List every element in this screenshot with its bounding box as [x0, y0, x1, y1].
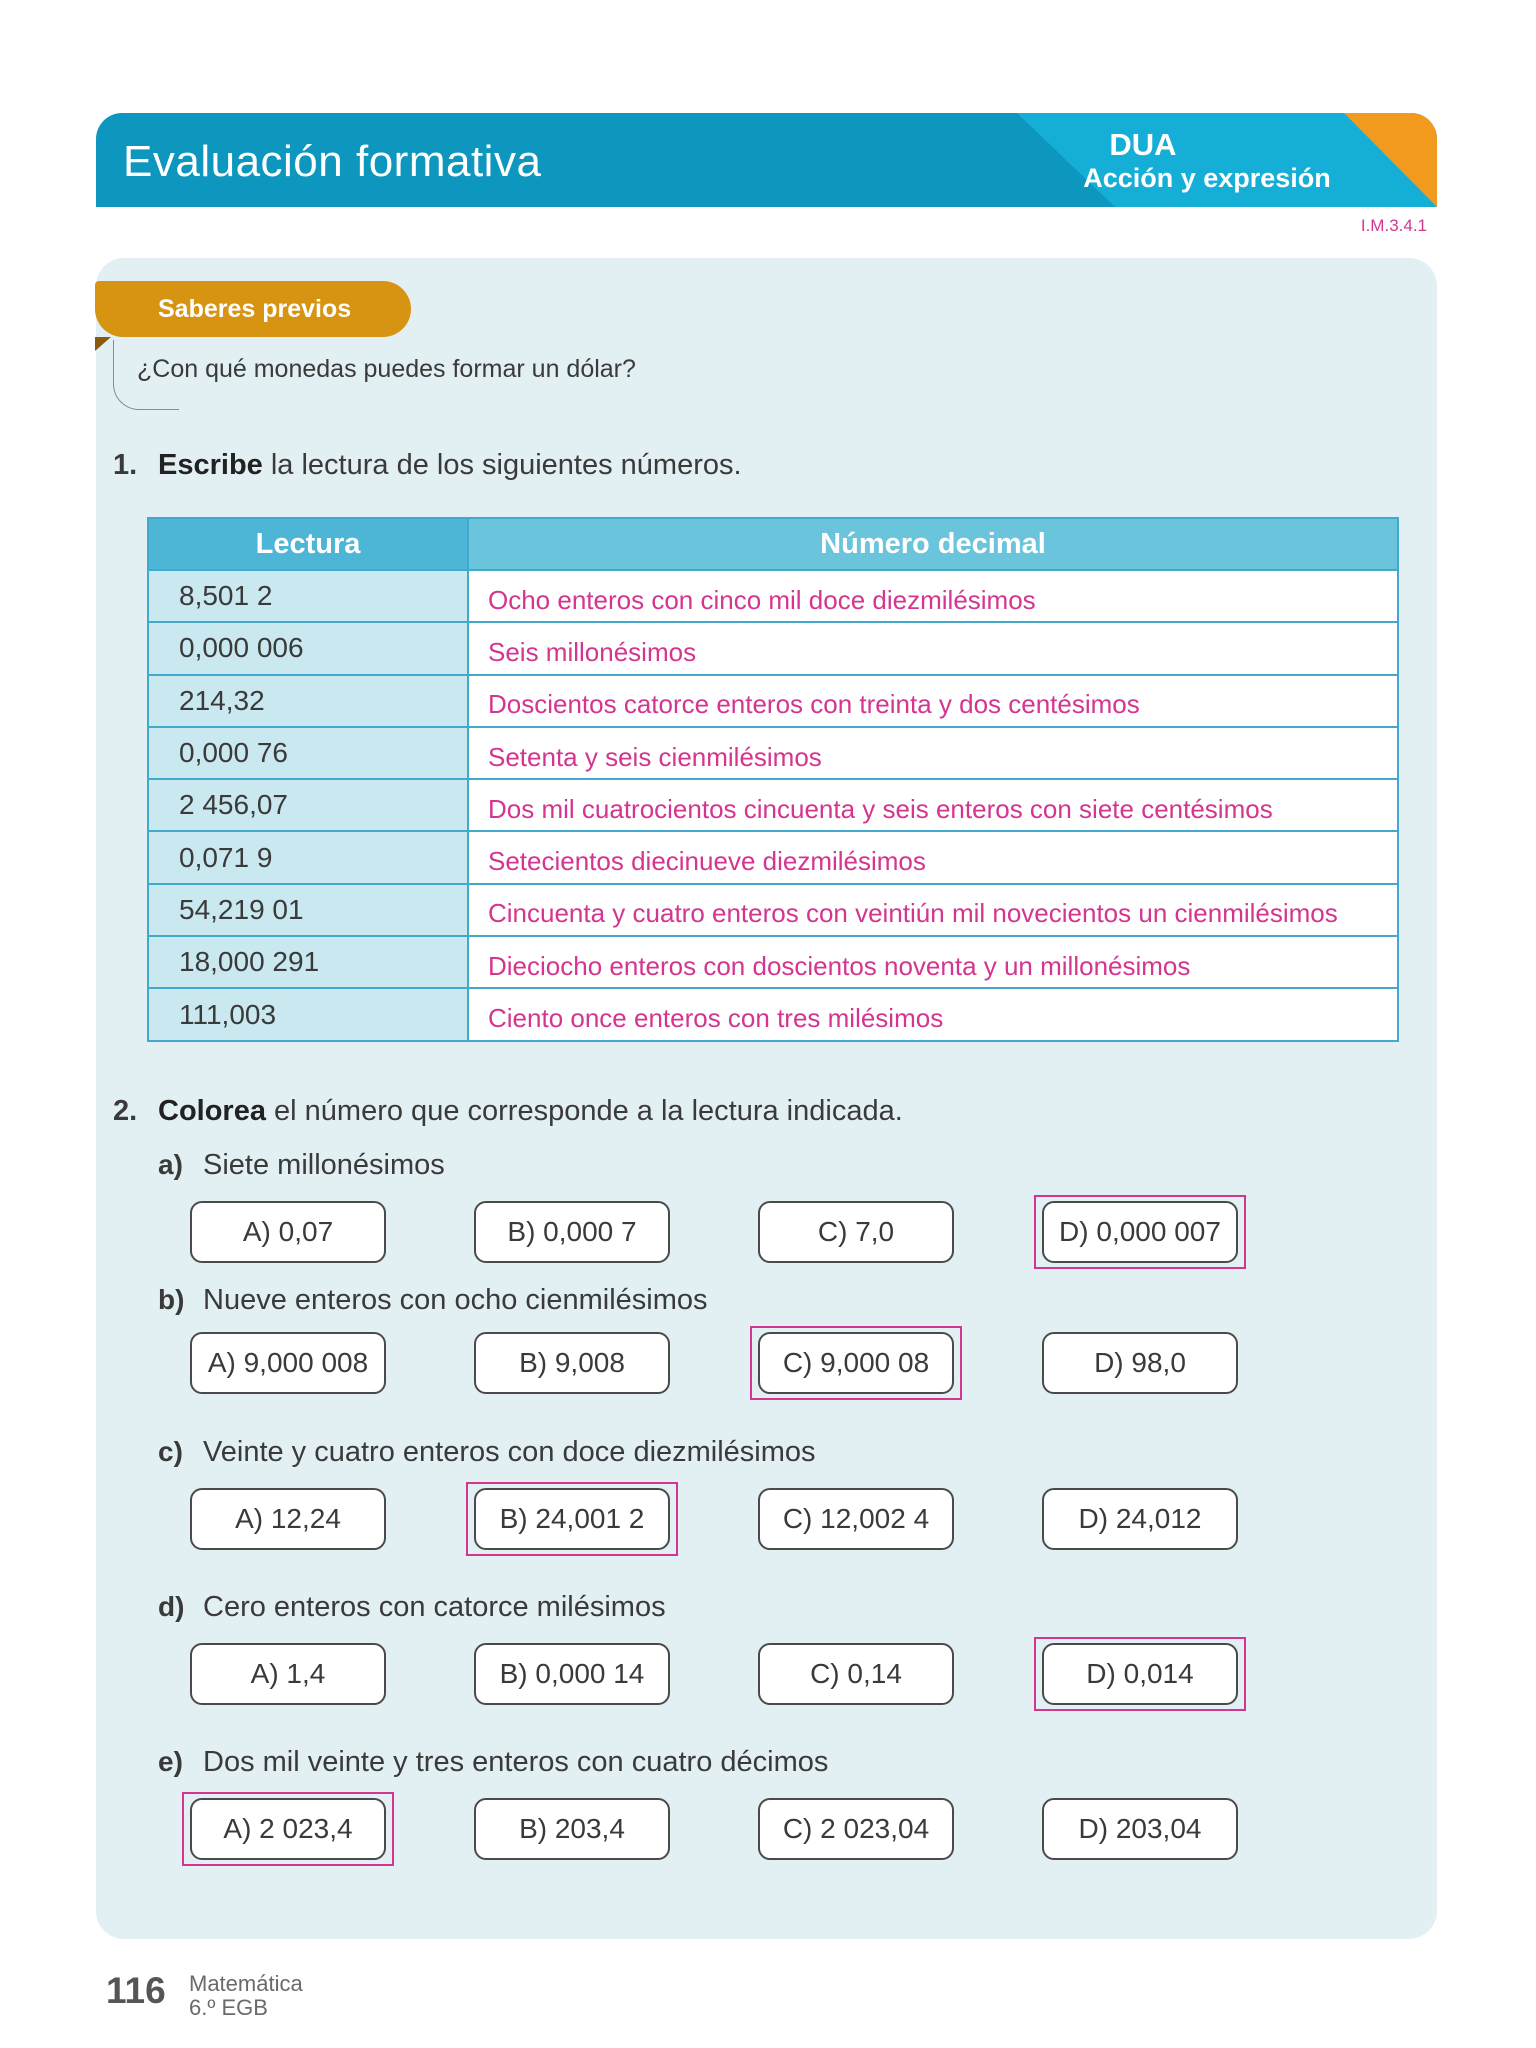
table-row [148, 675, 1398, 727]
q1-verb: Escribe [158, 449, 263, 481]
reading-table [147, 517, 1399, 1042]
reading-cell: Ciento once enteros con tres milésimos [468, 988, 1398, 1040]
option-a-B[interactable]: B) 0,000 7 [474, 1201, 670, 1263]
table-row [148, 727, 1398, 779]
table-row [148, 779, 1398, 831]
q2-number: 2. [113, 1095, 138, 1127]
number-cell: 18,000 291 [148, 936, 468, 988]
page-title: Evaluación formativa [123, 137, 542, 186]
option-a-D[interactable]: D) 0,000 007 [1042, 1201, 1238, 1263]
option-e-D[interactable]: D) 203,04 [1042, 1798, 1238, 1860]
table-row [148, 988, 1398, 1040]
reading-cell: Seis millonésimos [468, 622, 1398, 674]
dua-subtitle: Acción y expresión [1083, 163, 1331, 193]
table-row [148, 884, 1398, 936]
reading-cell: Cincuenta y cuatro enteros con veintiún mil novecientos un cienmilésimos [468, 884, 1398, 936]
number-cell: 0,000 76 [148, 727, 468, 779]
saberes-previos-tab: Saberes previos [95, 281, 411, 337]
option-b-A[interactable]: A) 9,000 008 [190, 1332, 386, 1394]
subject-label [189, 1972, 303, 2020]
reading-cell: Dos mil cuatrocientos cincuenta y seis enteros con siete centésimos [468, 779, 1398, 831]
header-lectura: Lectura [148, 518, 468, 570]
item-d-text: Cero enteros con catorce milésimos [203, 1591, 666, 1623]
q1-text: la lectura de los siguientes números. [270, 449, 742, 481]
option-b-D[interactable]: D) 98,0 [1042, 1332, 1238, 1394]
header-numero-decimal: Número decimal [468, 518, 1398, 570]
dua-title: DUA [1109, 127, 1177, 162]
table-row [148, 622, 1398, 674]
item-b-letter: b) [158, 1284, 185, 1315]
number-cell: 0,000 006 [148, 622, 468, 674]
item-e-letter: e) [158, 1746, 183, 1777]
item-e-text: Dos mil veinte y tres enteros con cuatro décimos [203, 1746, 829, 1778]
option-c-C[interactable]: C) 12,002 4 [758, 1488, 954, 1550]
number-cell: 0,071 9 [148, 831, 468, 883]
q2-verb: Colorea [158, 1095, 266, 1127]
q1-number: 1. [113, 449, 138, 481]
header-banner [96, 113, 1437, 207]
page-number: 116 [106, 1970, 166, 2011]
option-c-A[interactable]: A) 12,24 [190, 1488, 386, 1550]
reading-cell: Dieciocho enteros con doscientos noventa y un millonésimos [468, 936, 1398, 988]
q2-instruction [158, 1095, 903, 1128]
item-c-letter: c) [158, 1436, 183, 1467]
item-d-letter: d) [158, 1591, 185, 1622]
option-e-B[interactable]: B) 203,4 [474, 1798, 670, 1860]
option-d-C[interactable]: C) 0,14 [758, 1643, 954, 1705]
saberes-question: ¿Con qué monedas puedes formar un dólar? [137, 355, 636, 383]
option-a-C[interactable]: C) 7,0 [758, 1201, 954, 1263]
grade-label: 6.º EGB [189, 1995, 268, 2020]
table-row [148, 570, 1398, 622]
table-row [148, 831, 1398, 883]
option-d-B[interactable]: B) 0,000 14 [474, 1643, 670, 1705]
subject-name: Matemática [189, 1971, 303, 1996]
option-a-A[interactable]: A) 0,07 [190, 1201, 386, 1263]
item-a-text: Siete millonésimos [203, 1149, 445, 1181]
item-b-text: Nueve enteros con ocho cienmilésimos [203, 1284, 708, 1316]
number-cell: 111,003 [148, 988, 468, 1040]
tab-fold [95, 337, 111, 351]
option-d-A[interactable]: A) 1,4 [190, 1643, 386, 1705]
number-cell: 214,32 [148, 675, 468, 727]
indicator-code: I.M.3.4.1 [1360, 216, 1427, 235]
number-cell: 54,219 01 [148, 884, 468, 936]
number-cell: 8,501 2 [148, 570, 468, 622]
option-c-B[interactable]: B) 24,001 2 [474, 1488, 670, 1550]
option-c-D[interactable]: D) 24,012 [1042, 1488, 1238, 1550]
option-d-D[interactable]: D) 0,014 [1042, 1643, 1238, 1705]
reading-cell: Ocho enteros con cinco mil doce diezmilésimos [468, 570, 1398, 622]
option-e-C[interactable]: C) 2 023,04 [758, 1798, 954, 1860]
reading-cell: Setecientos diecinueve diezmilésimos [468, 831, 1398, 883]
option-b-C[interactable]: C) 9,000 08 [758, 1332, 954, 1394]
reading-cell: Setenta y seis cienmilésimos [468, 727, 1398, 779]
option-b-B[interactable]: B) 9,008 [474, 1332, 670, 1394]
q1-instruction [158, 449, 742, 482]
q2-text: el número que corresponde a la lectura indicada. [274, 1095, 903, 1127]
item-a-letter: a) [158, 1149, 183, 1180]
reading-cell: Doscientos catorce enteros con treinta y dos centésimos [468, 675, 1398, 727]
item-c-text: Veinte y cuatro enteros con doce diezmilésimos [203, 1436, 816, 1468]
option-e-A[interactable]: A) 2 023,4 [190, 1798, 386, 1860]
table-row [148, 936, 1398, 988]
number-cell: 2 456,07 [148, 779, 468, 831]
